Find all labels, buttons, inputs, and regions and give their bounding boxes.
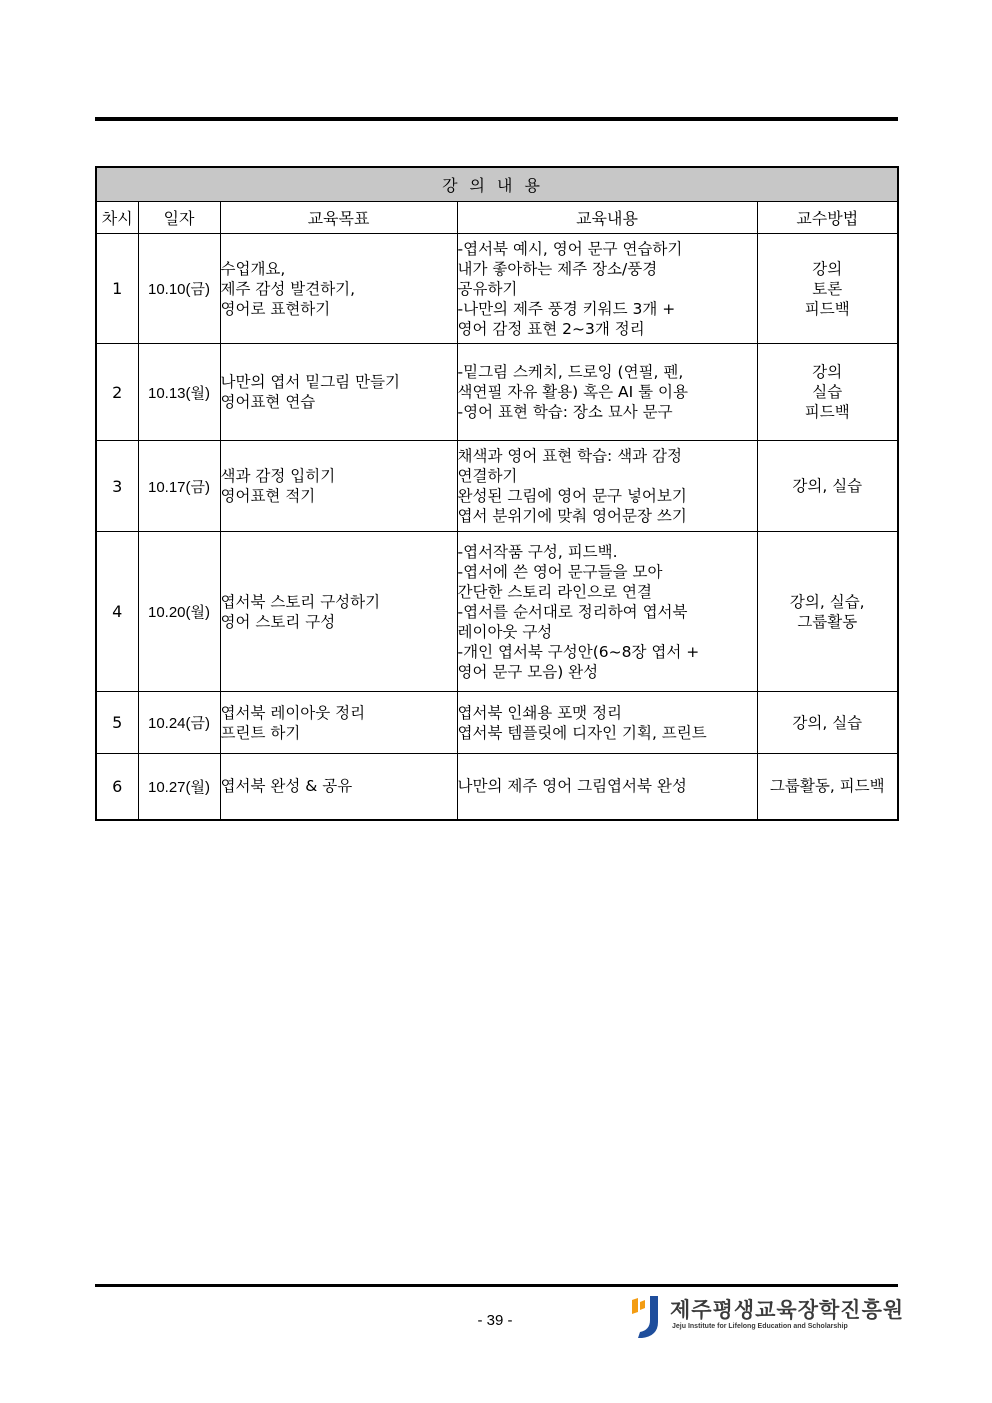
session-method (757, 441, 898, 532)
session-content-line: 채색과 영어 표현 학습: 색과 감정 (457, 447, 683, 465)
session-content-line: 간단한 스토리 라인으로 연결 (457, 582, 652, 601)
session-goal (220, 344, 457, 441)
lecture-content-table (95, 166, 899, 821)
session-method-line: 강의 (812, 259, 843, 278)
table-row (96, 532, 898, 692)
session-content-line: -나만의 제주 풍경 키워드 3개 + (457, 299, 676, 318)
session-goal-line: 수업개요, (220, 259, 286, 278)
session-date: 10.17(금) (138, 441, 220, 532)
session-goal (220, 441, 457, 532)
session-goal-line: 영어 스토리 구성 (220, 612, 336, 631)
session-content (457, 234, 757, 344)
session-method (757, 344, 898, 441)
session-content-line: 연결하기 (457, 467, 518, 485)
session-content (457, 344, 757, 441)
header-session: 차시 (96, 202, 138, 234)
header-content: 교육내용 (457, 202, 757, 234)
session-content-line: -밑그림 스케치, 드로잉 (연필, 펜, (457, 363, 684, 381)
session-content-line: -엽서에 쓴 영어 문구들을 모아 (457, 562, 663, 581)
session-method (757, 234, 898, 344)
session-method (757, 754, 898, 820)
session-content-line: 엽서북 인쇄용 포맷 정리 (457, 703, 623, 722)
session-content-line: -엽서북 예시, 영어 문구 연습하기 (457, 239, 683, 258)
session-goal-line: 제주 감성 발견하기, (220, 279, 356, 298)
session-method-line: 강의 (812, 363, 843, 381)
session-goal-line: 프린트 하기 (220, 723, 301, 742)
organization-logo (626, 1292, 905, 1340)
session-method-line: 강의, 실습 (792, 713, 863, 732)
session-content-line: 공유하기 (457, 279, 518, 298)
session-date: 10.24(금) (138, 692, 220, 754)
organization-name: 제주평생교육장학진흥원 (670, 1298, 905, 1322)
session-date: 10.20(월) (138, 532, 220, 692)
session-method (757, 532, 898, 692)
session-content-line: 영어 문구 모음) 완성 (457, 662, 599, 681)
session-method-line: 그룹활동, 피드백 (769, 777, 885, 796)
session-goal (220, 532, 457, 692)
session-content-line: 영어 감정 표현 2~3개 정리 (457, 319, 645, 338)
session-goal-line: 나만의 엽서 밑그림 만들기 (220, 373, 400, 391)
table-title: 강의내용 (96, 167, 898, 202)
header-method: 교수방법 (757, 202, 898, 234)
session-content (457, 441, 757, 532)
session-date: 10.13(월) (138, 344, 220, 441)
session-method-line: 강의, 실습, (789, 592, 865, 611)
table-row (96, 441, 898, 532)
table-header-row (96, 202, 898, 234)
session-date: 10.10(금) (138, 234, 220, 344)
session-goal-line: 엽서북 스토리 구성하기 (220, 592, 381, 611)
table-title-row (96, 167, 898, 202)
session-content-line: 내가 좋아하는 제주 장소/풍경 (457, 259, 658, 278)
session-number: 5 (96, 692, 138, 754)
session-number: 2 (96, 344, 138, 441)
table-row (96, 234, 898, 344)
session-content-line: 엽서북 템플릿에 디자인 기획, 프린트 (457, 723, 707, 742)
session-method-line: 피드백 (804, 299, 850, 318)
session-content (457, 692, 757, 754)
organization-name-english: Jeju Institute for Lifelong Education and Scholarship (672, 1323, 848, 1330)
top-rule (95, 117, 898, 121)
session-content-line: 레이아웃 구성 (457, 622, 553, 641)
header-goal: 교육목표 (220, 202, 457, 234)
session-method-line: 강의, 실습 (792, 477, 863, 495)
session-content-line: -영어 표현 학습: 장소 묘사 문구 (457, 403, 673, 421)
session-date: 10.27(월) (138, 754, 220, 820)
bottom-rule (95, 1284, 898, 1287)
session-method (757, 692, 898, 754)
session-number: 1 (96, 234, 138, 344)
table-row (96, 344, 898, 441)
session-content (457, 532, 757, 692)
session-goal-line: 엽서북 완성 & 공유 (220, 777, 353, 796)
session-content-line: 엽서 분위기에 맞춰 영어문장 쓰기 (457, 507, 687, 525)
session-method-line: 실습 (812, 383, 843, 401)
session-content (457, 754, 757, 820)
session-number: 6 (96, 754, 138, 820)
session-goal-line: 영어표현 적기 (220, 487, 316, 505)
session-goal-line: 영어로 표현하기 (220, 299, 331, 318)
session-content-line: -엽서작품 구성, 피드백. (457, 542, 618, 561)
session-content-line: -엽서를 순서대로 정리하여 엽서북 (457, 602, 688, 621)
session-number: 4 (96, 532, 138, 692)
jeju-institute-logo-icon (626, 1292, 666, 1340)
header-date: 일자 (138, 202, 220, 234)
session-goal (220, 692, 457, 754)
session-goal-line: 엽서북 레이아웃 정리 (220, 703, 366, 722)
session-content-line: -개인 엽서북 구성안(6~8장 엽서 + (457, 642, 700, 661)
session-goal-line: 영어표현 연습 (220, 393, 316, 411)
session-goal (220, 234, 457, 344)
session-goal (220, 754, 457, 820)
table-row (96, 754, 898, 820)
table-body (96, 234, 898, 820)
session-method-line: 피드백 (804, 403, 850, 421)
table-row (96, 692, 898, 754)
session-content-line: 색연필 자유 활용) 혹은 AI 툴 이용 (457, 383, 688, 401)
session-goal-line: 색과 감정 입히기 (220, 467, 336, 485)
session-method-line: 그룹활동 (797, 612, 858, 631)
session-content-line: 나만의 제주 영어 그림엽서북 완성 (457, 777, 687, 796)
session-method-line: 토론 (812, 279, 843, 298)
session-number: 3 (96, 441, 138, 532)
page-number: - 39 - (477, 1312, 513, 1329)
session-content-line: 완성된 그림에 영어 문구 넣어보기 (457, 487, 687, 505)
